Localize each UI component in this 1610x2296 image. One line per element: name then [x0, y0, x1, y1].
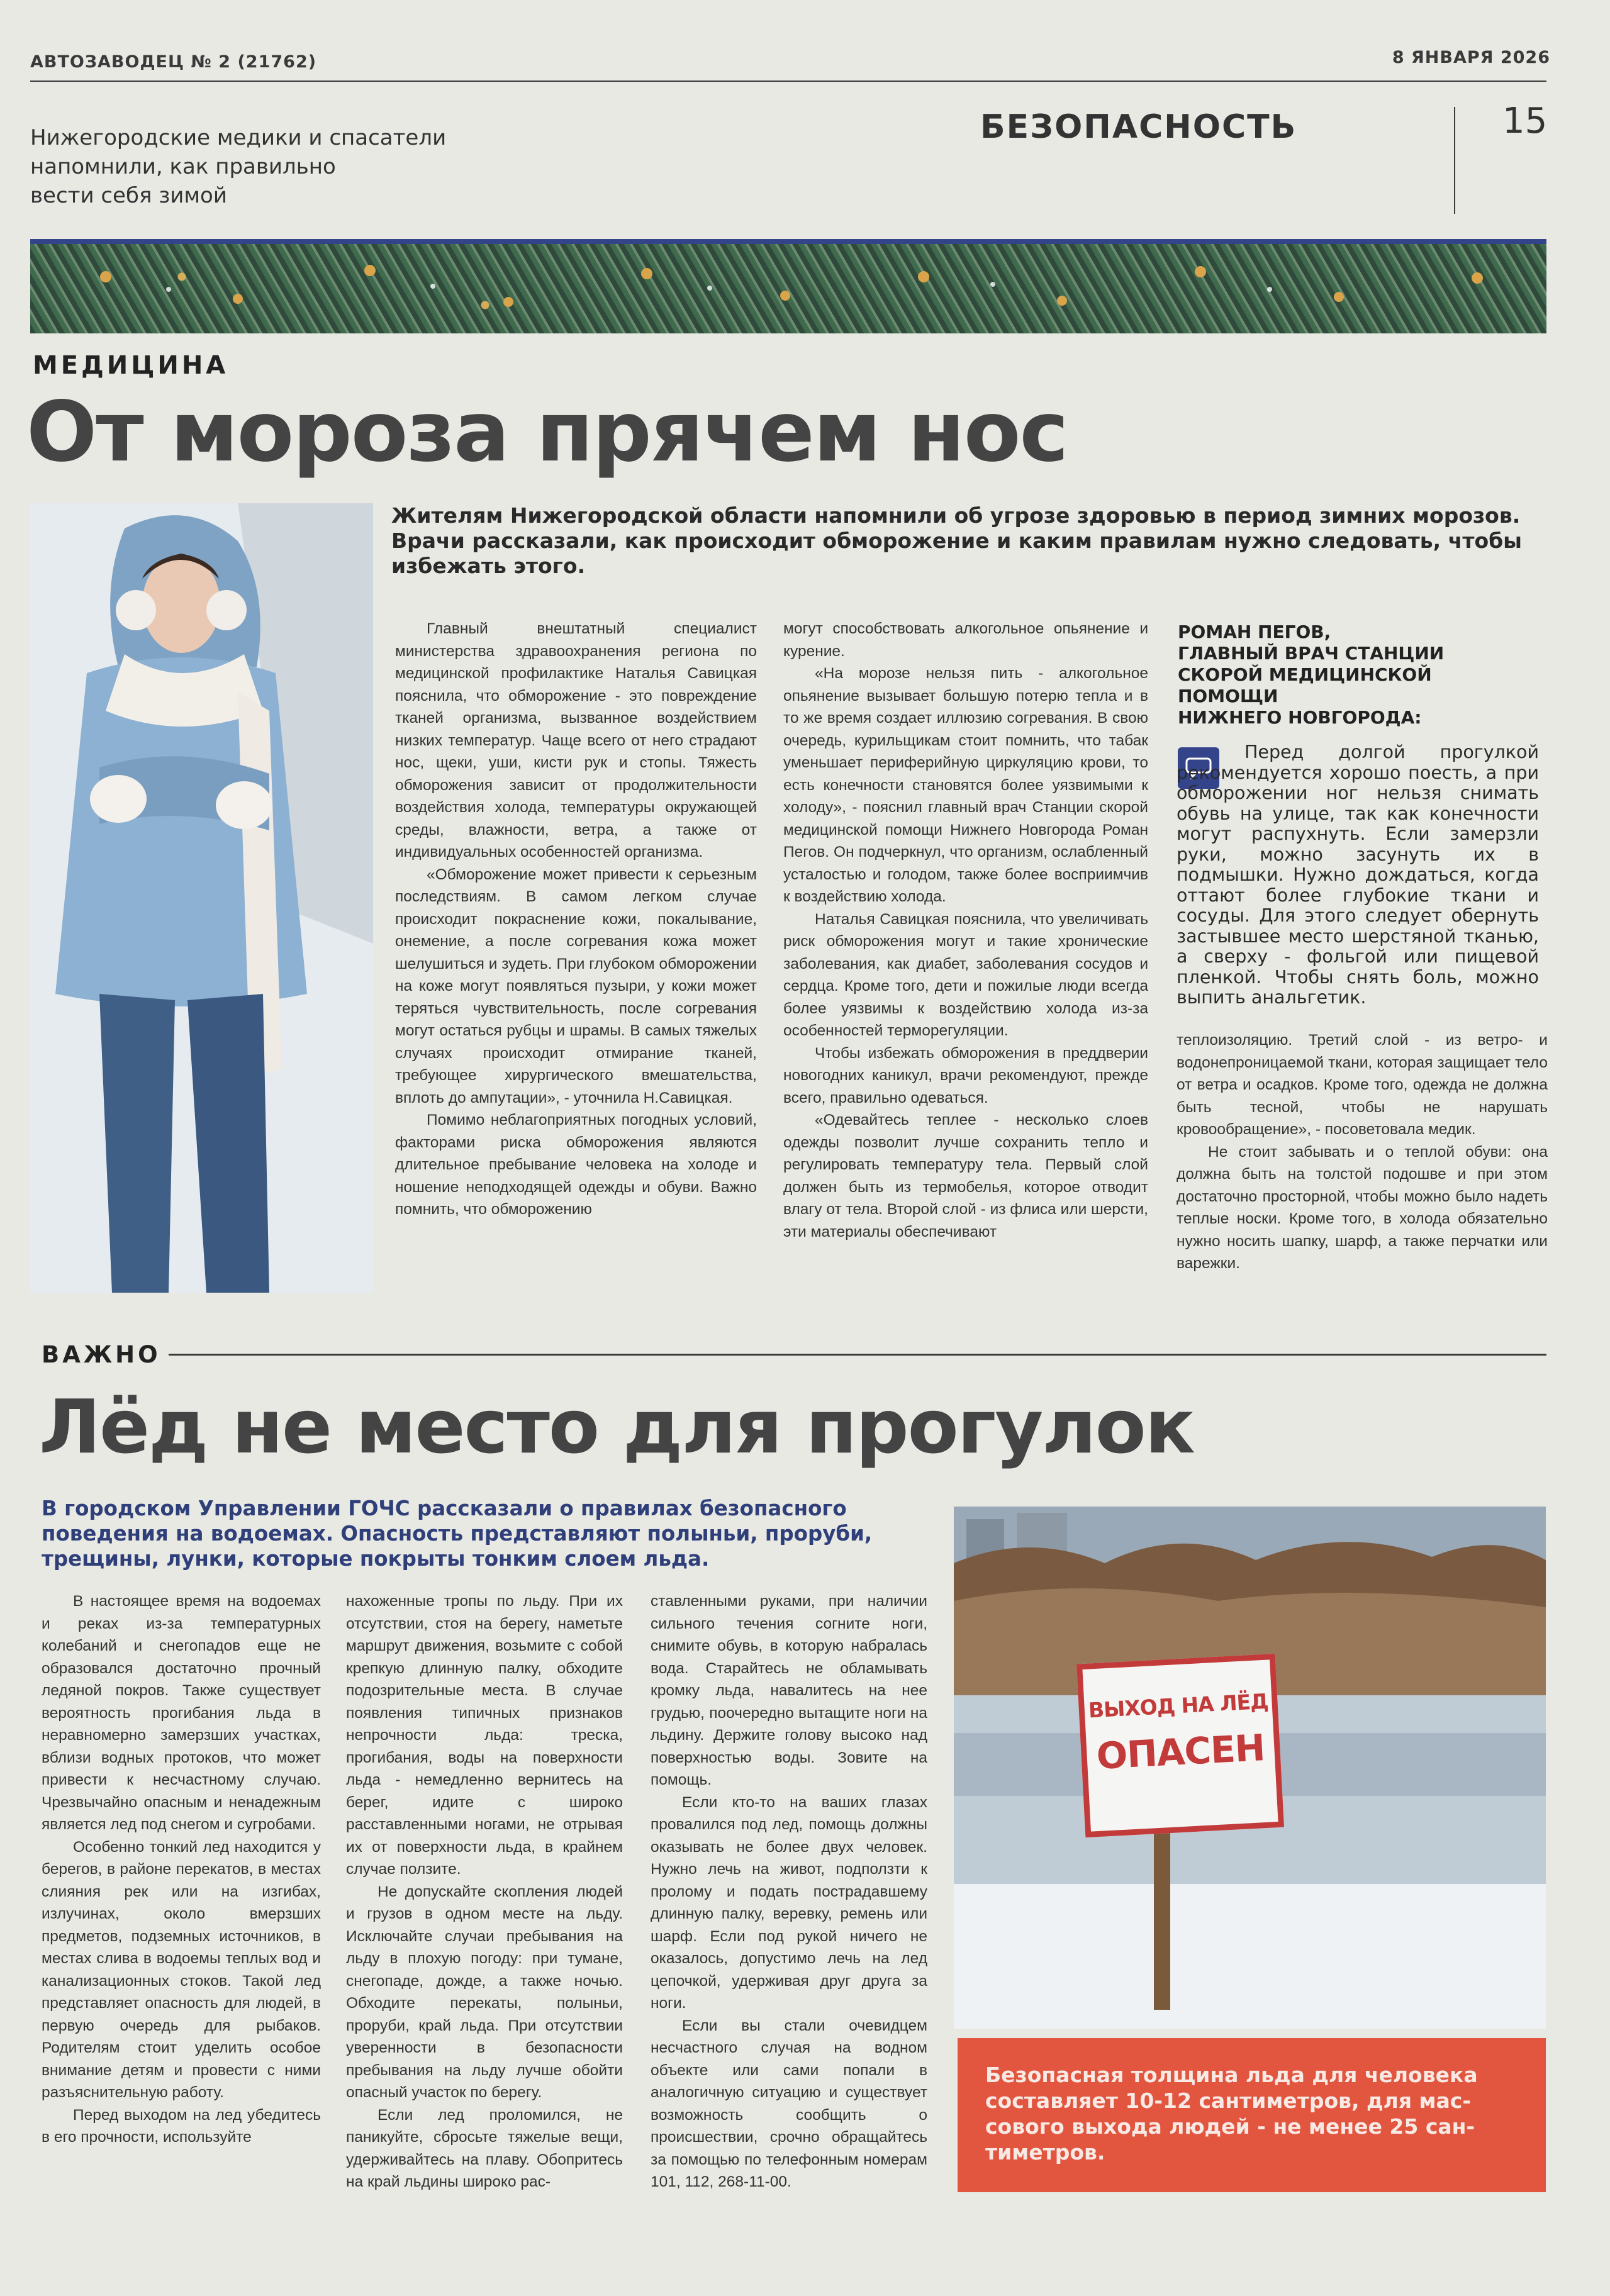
winter-woman-photo — [30, 503, 373, 1293]
publication-title: АВТОЗАВОДЕЦ № 2 (21762) — [30, 52, 317, 72]
article2-rule — [169, 1354, 1546, 1356]
warning-sign — [1076, 1654, 1284, 1837]
article2-column-2: нахоженные тропы по льду. При их отсутствии, стоя на берегу, наметьте маршрут движения, возьмите с собой крепкую длинную палку, обходите подозрительные места. В случае появления типичных признаков непрочности льда: треска, прогибания, воды на поверхности льда - немедленно вернитесь на берег, идите с широко расставленными ногами, не отрывая их от поверхности льда, в крайнем случае ползите. Не допускайте скопления людей и грузов в одном месте на льду. Исключайте случаи пребывания на льду в плохую погоду: при тумане, снегопаде, дожде, а также ночью. Обходите перекаты, полыньи, проруби, край льда. При отсутствии уверенности в безопасности пребывания на льду лучше обойти опасный участок по берегу. Если лед проломился, не паникуйте, сбросьте тяжелые вещи, удерживайтесь на плаву. Обопритесь на край льдины широко рас- — [346, 1593, 623, 2190]
article1-kicker: МЕДИЦИНА — [33, 351, 229, 380]
woman-illustration — [30, 503, 373, 1293]
garland-top-band — [30, 239, 1546, 244]
christmas-garland — [30, 239, 1546, 333]
warning-sign-line1: ВЫХОД НА ЛЁД — [1087, 1688, 1269, 1723]
article1-column-1: Главный внештатный специалист министерства здравоохранения региона по медицинской профилактике Наталья Савицкая пояснила, что обморожение - это повреждение тканей организма, вызванное воздействием низких температур. Чаще всего от него страдают нос, щеки, уши, кисти рук и стопы. Тяжесть обморожения зависит от продолжительности воздействия холода, температуры окружающей среды, влажности, ветра, а также от индивидуальных особенностей организма. «Обморожение может привести к серьезным последствиям. В самом легком случае происходит покраснение кожи, покалывание, онемение, а после согревания кожа может шелушиться и зудеть. При глубоком обморожении на коже могут появляться пузыри, у кожи может теряться чувствительность, после согревания могут остаться рубцы и шрамы. В самых тяжелых случаях происходит отмирание тканей, требующее хирургического вмешательства, вплоть до ампутации», - уточнила Н.Савицкая. Помимо неблагоприятных погодных условий, факторами риска обморожения являются длительное пребывание человека на холоде и ношение неподходящей одежды и обуви. Важно помнить, что обморожению — [395, 620, 757, 1218]
page-subtitle: Нижегородские медики и спасатели напомнили, как правильно вести себя зимой — [30, 125, 447, 208]
section-title: БЕЗОПАСНОСТЬ — [980, 108, 1297, 146]
article2-headline: Лёд не место для прогулок — [39, 1383, 1194, 1470]
article1-column-2: могут способствовать алкогольное опьянение и курение. «На морозе нельзя пить - алкогольное опьянение вызывает большую потерю тепла и в то же время создает иллюзию согревания. В свою очередь, курильщикам стоит помнить, что табак уменьшает периферийную циркуляцию крови, то есть конечности становятся более уязвимыми к холоду», - пояснил главный врач Станции скорой медицинской помощи Нижнего Новгорода Роман Пегов. Он подчеркнул, что организм, ослабленный усталостью и голодом, также более восприимчив к воздействию холода. Наталья Савицкая пояснила, что увеличивать риск обморожения могут и такие хронические заболевания, как диабет, заболевания сосудов и сердца. Кроме того, дети и пожилые люди всегда более уязвимы к воздействию холода из-за особенностей терморегуляции. Чтобы избежать обморожения в преддверии новогодних каникул, врачи рекомендуют, прежде всего, правильно одеваться. «Одевайтесь теплее - несколько слоев одежды позволит лучше сохранить тепло и регулировать температуру тела. Первый слой должен быть из термобелья, которое отводит влагу от тела. Второй слой - из флиса или шерсти, эти материалы обеспечивают — [783, 620, 1148, 1240]
header-rule — [30, 81, 1546, 82]
article1-intro: Жителям Нижегородской области напомнили об угрозе здоровью в период зимних морозов. Врачи рассказали, как происходит обморожение и каким правилам нужно следовать, чтобы избежать этого. — [391, 503, 1523, 578]
issue-date: 8 ЯНВАРЯ 2026 — [1392, 48, 1550, 67]
page-number: 15 — [1502, 101, 1548, 142]
ice-thickness-caption: Безопасная толщина льда для человека составляет 10-12 сантиметров, для мас- сового выхода людей - не менее 25 сан- тиметров. — [958, 2038, 1546, 2192]
article1-headline: От мороза прячем нос — [26, 384, 1068, 481]
garland-ornaments — [30, 239, 1546, 333]
article2-kicker: ВАЖНО — [42, 1341, 161, 1368]
section-divider — [1454, 107, 1455, 214]
quote-attribution: РОМАН ПЕГОВ, ГЛАВНЫЙ ВРАЧ СТАНЦИИ СКОРОЙ МЕДИЦИНСКОЙ ПОМОЩИ НИЖНЕГО НОВГОРОДА: — [1178, 621, 1445, 728]
article2-intro: В городском Управлении ГОЧС рассказали о правилах безопасного поведения на водоемах. Опасность представляют полыньи, проруби, трещины, лунки, которые покрыты тонким слоем льда. — [42, 1496, 873, 1571]
article1-column-3: теплоизоляцию. Третий слой - из ветро- и водонепроницаемой ткани, которая защищает тело от ветра и осадков. Кроме того, одежда не должна быть тесной, чтобы не нарушать кровообращение», - посоветовала медик. Не стоит забывать и о теплой обуви: она должна быть на толстой подошве и при этом достаточно просторной, чтобы можно было надеть теплые носки. Кроме того, в холода обязательно нужно носить шапку, шарф, а также перчатки или варежки. — [1177, 1032, 1548, 1272]
doctor-quote: Перед долгой прогулкой рекомендуется хорошо поесть, а при обморожении ног нельзя снимать обувь на улице, так как конечности могут распухнуть. Если замерзли руки, можно засунуть их в подмышки. Нужно дождаться, когда оттают более глубокие ткани и сосуды. Для этого следует обернуть застывшее место шерстяной тканью, а сверху - фольгой или пищевой пленкой. Чтобы снять боль, можно выпить анальгетик. — [1177, 742, 1539, 1008]
article2-column-3: ставленными руками, при наличии сильного течения согните ноги, снимите обувь, в которую набралась вода. Старайтесь не обламывать кромку льда, навалитесь на нее грудью, поочередно вытащите ноги на льдину. Держите голову высоко над поверхностью воды. Зовите на помощь. Если кто-то на ваших глазах провалился под лед, помощь должны оказывать не более двух человек. Нужно лечь на живот, подползти к пролому и подать пострадавшему длинную палку, веревку, ремень или шарф. Если под рукой ничего не оказалось, допустимо лечь на лед цепочкой, удерживая друг друга за ноги. Если вы стали очевидцем несчастного случая на водном объекте или сами попали в аналогичную ситуацию и существует возможность сообщить о происшествии, срочно обращайтесь за помощью по телефонным номерам 101, 112, 268-11-00. — [651, 1593, 927, 2190]
article2-column-1: В настоящее время на водоемах и реках из-за температурных колебаний и снегопадов еще не образовался достаточно прочный ледяной покров. Также существует вероятность прогибания льда в неравномерно замерзших участках, вблизи водных протоков, что может привести к несчастному случаю. Чрезвычайно опасным и ненадежным является лед под снегом и сугробами. Особенно тонкий лед находится у берегов, в районе перекатов, в местах слияния рек или на изгибах, излучинах, около вмерзших предметов, подземных источников, в местах слива в водоемы теплых вод и канализационных стоков. Такой лед представляет опасность для людей, в первую очередь для рыбаков. Родителям стоит уделить особое внимание детям и провести с ними разъяснительную работу. Перед выходом на лед убедитесь в его прочности, используйте — [42, 1593, 321, 2146]
warning-sign-line2: ОПАСЕН — [1095, 1726, 1266, 1778]
